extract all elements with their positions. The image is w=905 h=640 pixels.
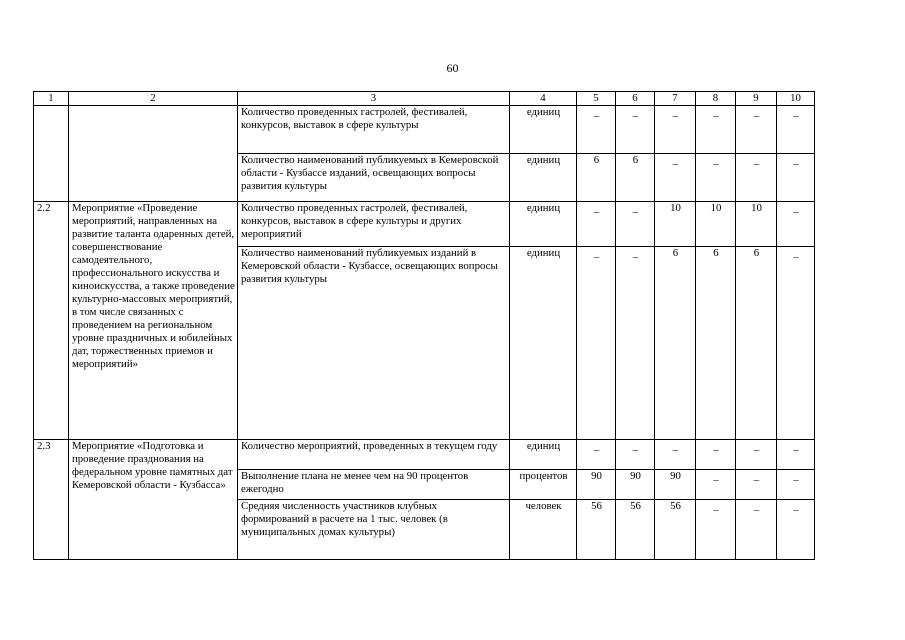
value-cell: _ (777, 202, 815, 247)
unit-cell: человек (510, 500, 577, 560)
value-cell: 10 (696, 202, 736, 247)
value-cell: 6 (616, 154, 655, 202)
value-cell: _ (616, 247, 655, 440)
event-cell (69, 106, 238, 202)
value-cell: _ (777, 106, 815, 154)
indicator-cell: Количество наименований публикуемых в Кемеровской области - Кузбассе изданий, освещающих вопросы развития культуры (238, 154, 510, 202)
unit-cell: единиц (510, 440, 577, 470)
column-number-header: 7 (655, 92, 696, 106)
value-cell: _ (696, 500, 736, 560)
value-cell: _ (777, 440, 815, 470)
value-cell: _ (616, 106, 655, 154)
value-cell: _ (696, 440, 736, 470)
column-number-header: 9 (736, 92, 777, 106)
value-cell: 10 (736, 202, 777, 247)
indicator-cell: Количество мероприятий, проведенных в текущем году (238, 440, 510, 470)
indicator-cell: Количество проведенных гастролей, фестивалей, конкурсов, выставок в сфере культуры и других мероприятий (238, 202, 510, 247)
unit-cell: единиц (510, 247, 577, 440)
column-number-header: 1 (34, 92, 69, 106)
value-cell: 90 (577, 470, 616, 500)
value-cell: _ (736, 470, 777, 500)
value-cell: 56 (655, 500, 696, 560)
value-cell: 6 (577, 154, 616, 202)
value-cell: 56 (577, 500, 616, 560)
value-cell: 90 (616, 470, 655, 500)
value-cell: 90 (655, 470, 696, 500)
value-cell: _ (577, 106, 616, 154)
value-cell: _ (655, 154, 696, 202)
event-cell: Мероприятие «Проведение мероприятий, направленных на развитие таланта одаренных детей, совершенствование самодеятельного, профессионального искусства и киноискусства, а также проведение культурно-массовых мероприятий, в том числе связанных с проведением на региональном уровне праздничных и юбилейных дат, торжественных приемов и мероприятий» (69, 202, 238, 440)
column-number-header: 4 (510, 92, 577, 106)
item-number-cell: 2.3 (34, 440, 69, 560)
value-cell: _ (777, 247, 815, 440)
value-cell: _ (577, 440, 616, 470)
value-cell: 6 (696, 247, 736, 440)
value-cell: _ (577, 202, 616, 247)
indicator-cell: Выполнение плана не менее чем на 90 процентов ежегодно (238, 470, 510, 500)
value-cell: 56 (616, 500, 655, 560)
unit-cell: единиц (510, 154, 577, 202)
event-cell: Мероприятие «Подготовка и проведение празднования на федеральном уровне памятных дат Кемеровской области - Кузбасса» (69, 440, 238, 560)
value-cell: _ (577, 247, 616, 440)
unit-cell: процентов (510, 470, 577, 500)
table-row (34, 202, 815, 247)
value-cell: 6 (736, 247, 777, 440)
column-number-header: 2 (69, 92, 238, 106)
value-cell: _ (736, 106, 777, 154)
unit-cell: единиц (510, 106, 577, 154)
value-cell: _ (736, 500, 777, 560)
table-row (34, 440, 815, 470)
value-cell: _ (777, 154, 815, 202)
value-cell: _ (616, 440, 655, 470)
value-cell: _ (736, 154, 777, 202)
value-cell: _ (736, 440, 777, 470)
column-number-header: 6 (616, 92, 655, 106)
item-number-cell (34, 106, 69, 202)
indicator-cell: Количество наименований публикуемых изданий в Кемеровской области - Кузбассе, освещающих вопросы развития культуры (238, 247, 510, 440)
table-row (34, 106, 815, 154)
indicator-cell: Средняя численность участников клубных формирований в расчете на 1 тыс. человек (в муниципальных домах культуры) (238, 500, 510, 560)
value-cell: _ (696, 106, 736, 154)
value-cell: _ (655, 106, 696, 154)
page-number: 60 (446, 61, 459, 75)
value-cell: _ (777, 500, 815, 560)
column-number-header: 8 (696, 92, 736, 106)
value-cell: 10 (655, 202, 696, 247)
item-number-cell: 2.2 (34, 202, 69, 440)
value-cell: _ (655, 440, 696, 470)
value-cell: _ (696, 470, 736, 500)
value-cell: _ (777, 470, 815, 500)
indicators-table (33, 91, 815, 560)
column-number-row (34, 92, 815, 106)
unit-cell: единиц (510, 202, 577, 247)
column-number-header: 3 (238, 92, 510, 106)
column-number-header: 5 (577, 92, 616, 106)
value-cell: _ (616, 202, 655, 247)
value-cell: _ (696, 154, 736, 202)
indicator-cell: Количество проведенных гастролей, фестивалей, конкурсов, выставок в сфере культуры (238, 106, 510, 154)
value-cell: 6 (655, 247, 696, 440)
column-number-header: 10 (777, 92, 815, 106)
